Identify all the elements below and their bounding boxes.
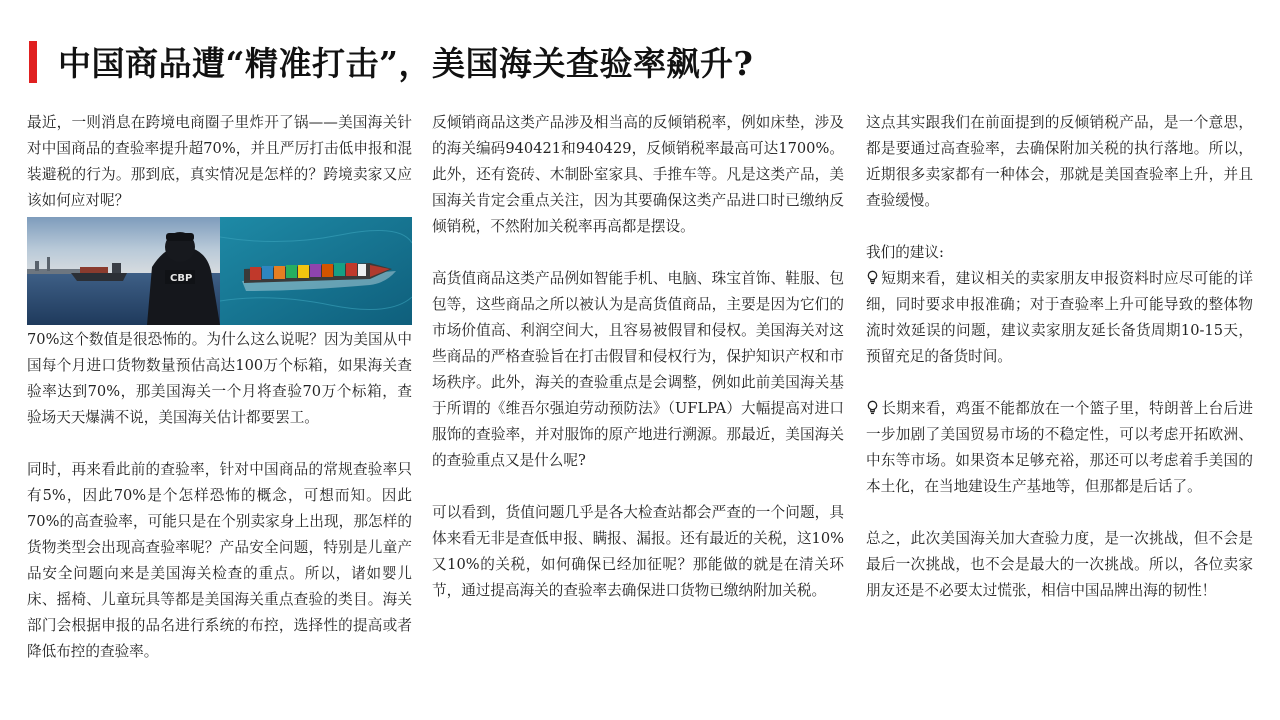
suggestion-short-term-text: 短期来看，建议相关的卖家朋友申报资料时应尽可能的详细，同时要求申报准确；对于查验率上升可能导致的整体物流时效延误的问题，建议卖家朋友延长备货周期10-15天，预留充足的备货时间。 [866,270,1253,365]
paragraph-high-value: 高货值商品这类产品例如智能手机、电脑、珠宝首饰、鞋服、包包等，这些商品之所以被认为是高货值商品，主要是因为它们的市场价值高、利润空间大，且容易被假冒和侵权。美国海关对这些商品的严格查验旨在打击假冒和侵权行为，保护知识产权和市场秩序。此外，海关的查验重点是会调整，例如此前美国海关基于所谓的《维吾尔强迫劳动预防法》（UFLPA）大幅提高对进口服饰的查验率，并对服饰的原产地进行溯源。那最近，美国海关的查验重点又是什么呢? [432,270,844,469]
lightbulb-icon [866,400,879,415]
suggestion-long-term-text: 长期来看，鸡蛋不能都放在一个篮子里，特朗普上台后进一步加剧了美国贸易市场的不稳定性，可以考虑开拓欧洲、中东等市场。如果资本足够充裕，那还可以考虑着手美国的本土化，在当地建设生产基地等，但那都是后话了。 [866,400,1253,495]
suggestion-short-term [866,266,1253,370]
paragraph-intro: 最近，一则消息在跨境电商圈子里炸开了锅——美国海关针对中国商品的查验率提升超70%，并且严厉打击低申报和混装避税的行为。那到底，真实情况是怎样的？跨境卖家又应该如何应对呢？ [27,114,412,209]
lightbulb-icon [866,270,879,285]
article-photo [27,217,412,325]
paragraph-conclusion: 总之，此次美国海关加大查验力度，是一次挑战，但不会是最后一次挑战，也不会是最大的一次挑战。所以，各位卖家朋友还是不必要太过慌张，相信中国品牌出海的韧性！ [866,530,1253,599]
paragraph-tariff: 可以看到，货值问题几乎是各大检查站都会严查的一个问题，具体来看无非是查低申报、瞒报、漏报。还有最近的关税，这10%又10%的关税，如何确保已经加征呢？那能做的就是在清关环节，通过提高海关的查验率去确保进口货物已缴纳附加关税。 [432,504,844,599]
column-3 [866,110,1253,604]
container-ship-aerial-image [220,217,412,325]
suggestion-long-term [866,396,1253,500]
column-2 [432,110,844,604]
article-title: 中国商品遭“精准打击”，美国海关查验率飙升? [58,44,754,83]
cbp-officer-port-image [27,217,220,325]
paragraph-enforcement: 这点其实跟我们在前面提到的反倾销税产品，是一个意思，都是要通过高查验率，去确保附加关税的执行落地。所以，近期很多卖家都有一种体会，那就是美国查验率上升，并且查验缓慢。 [866,114,1253,209]
column-1 [27,110,412,665]
suggestions-heading: 我们的建议: [866,244,944,261]
cbp-badge-text: CBP [170,273,193,284]
paragraph-70-percent: 70%这个数值是很恐怖的。为什么这么说呢？因为美国从中国每个月进口货物数量预估高达100万个标箱，如果海关查验率达到70%，那美国海关一个月将查验70万个标箱，查验场天天爆满不说，美国海关估计都要罢工。 [27,331,412,426]
paragraph-inspection-rate: 同时，再来看此前的查验率，针对中国商品的常规查验率只有5%，因此70%是个怎样恐怖的概念，可想而知。因此70%的高查验率，可能只是在个别卖家身上出现，那怎样的货物类型会出现高查验率呢？产品安全问题，特别是儿童产品安全问题向来是美国海关检查的重点。所以，诸如婴儿床、摇椅、儿童玩具等都是美国海关重点查验的类目。海关部门会根据申报的品名进行系统的布控，选择性的提高或者降低布控的查验率。 [27,461,412,660]
title-accent-bar [29,41,37,83]
paragraph-anti-dumping: 反倾销商品这类产品涉及相当高的反倾销税率，例如床垫，涉及的海关编码940421和940429，反倾销税率最高可达1700%。此外，还有瓷砖、木制卧室家具、手推车等。凡是这类产品，美国海关肯定会重点关注，因为其要确保这类产品进口时已缴纳反倾销税，不然附加关税率再高都是摆设。 [432,114,844,235]
